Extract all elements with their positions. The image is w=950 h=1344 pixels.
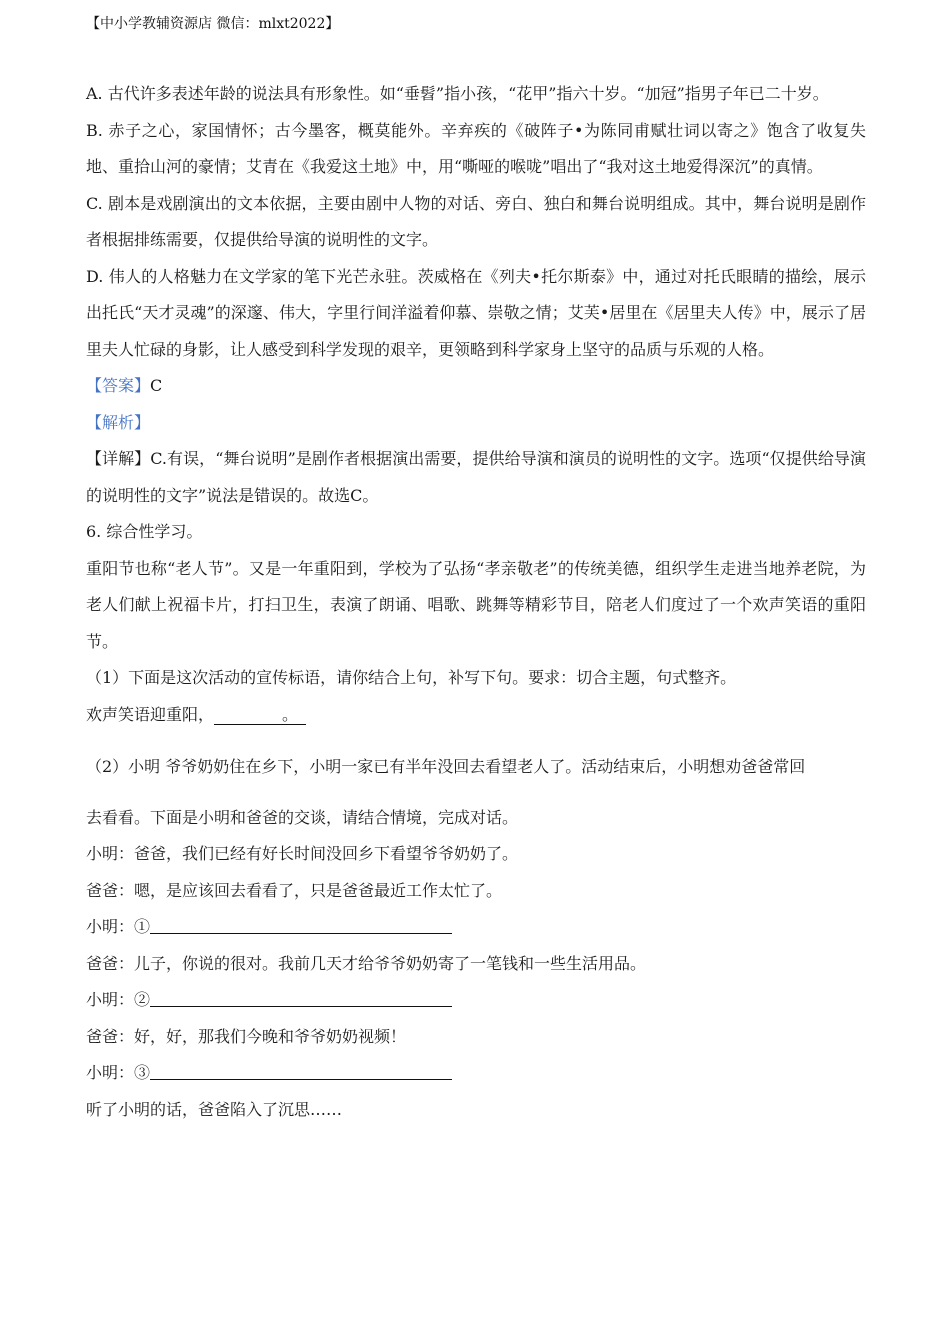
- question-6-title: 6. 综合性学习。: [86, 522, 203, 541]
- option-c: C. 剧本是戏剧演出的文本依据，主要由剧中人物的对话、旁白、独白和舞台说明组成。其中，舞台说明是剧作者根据排练需要，仅提供给导演的说明性的文字。: [86, 193, 866, 249]
- detail-paragraph: [86, 441, 866, 514]
- dialogue-line-6: 爸爸：好，好，那我们今晚和爷爷奶奶视频！: [86, 1026, 407, 1046]
- option-a: A. 古代许多表述年龄的说法具有形象性。如“垂髫”指小孩，“花甲”指六十岁。“加冠”指男子年已二十岁。: [86, 84, 829, 103]
- slogan-blank: [214, 705, 306, 725]
- dialogue-line-3: [86, 909, 866, 946]
- dialogue-line-4: 爸爸：儿子，你说的很对。我前几天才给爷爷奶奶寄了一笔钱和一些生活用品。: [86, 953, 647, 973]
- page-content: [86, 76, 866, 1128]
- dialogue-line-5: [86, 982, 866, 1019]
- dialogue-line-1: 小明：爸爸，我们已经有好长时间没回乡下看望爷爷奶奶了。: [86, 844, 519, 863]
- analysis-label: 【解析】: [86, 412, 151, 432]
- answer-blank-3: [150, 1061, 452, 1080]
- answer-blank-2: [150, 988, 452, 1007]
- question-6-sub1: （1）下面是这次活动的宣传标语，请你结合上句，补写下句。要求：切合主题，句式整齐。: [86, 668, 737, 687]
- question-6-intro: 重阳节也称“老人节”。又是一年重阳到，学校为了弘扬“孝亲敬老”的传统美德，组织学生走进当地养老院，为老人们献上祝福卡片，打扫卫生，表演了朗诵、唱歌、跳舞等精彩节目，陪老人们度过了一个欢声笑语的重阳节。: [86, 558, 866, 651]
- answer-blank-1: [150, 915, 452, 934]
- dialogue-line-3-text: 小明：①: [86, 917, 151, 936]
- option-b: B. 赤子之心，家国情怀；古今墨客，概莫能外。辛弃疾的《破阵子•为陈同甫赋壮词以寄之》饱含了收复失地、重拾山河的豪情；艾青在《我爱这土地》中，用“嘶哑的喉咙”唱出了“我对这土地爱得深沉”的真情。: [86, 120, 866, 176]
- detail-text: C.有误，“舞台说明”是剧作者根据演出需要，提供给导演和演员的说明性的文字。选项“仅提供给导演的说明性的文字”说法是错误的。故选C。: [86, 449, 866, 505]
- answer-value: C: [150, 376, 163, 395]
- slogan-prefix: 欢声笑语迎重阳，: [86, 704, 215, 724]
- option-d: D. 伟人的人格魅力在文学家的笔下光芒永驻。茨威格在《列夫•托尔斯泰》中，通过对托氏眼睛的描绘，展示出托氏“天才灵魂”的深邃、伟大，字里行间洋溢着仰慕、崇敬之情；艾芙•居里在《居里夫人传》中，展示了居里夫人忙碌的身影，让人感受到科学发现的艰辛，更领略到科学家身上坚守的品质与乐观的人格。: [86, 266, 866, 359]
- answer-label: 【答案】: [86, 376, 151, 395]
- answer-line: [86, 368, 866, 405]
- slogan-line: [86, 697, 866, 734]
- closing-line: 听了小明的话，爸爸陷入了沉思……: [86, 1099, 343, 1119]
- spacer: [86, 733, 866, 749]
- dialogue-line-2: 爸爸：嗯，是应该回去看看了，只是爸爸最近工作太忙了。: [86, 880, 503, 900]
- detail-label: 【详解】: [86, 449, 151, 468]
- dialogue-line-7: [86, 1055, 866, 1092]
- slogan-end-mark: 。: [282, 704, 299, 724]
- slogan-blank-space: [214, 704, 282, 722]
- dialogue-line-5-text: 小明：②: [86, 990, 151, 1009]
- question-6-sub2-line2: 去看看。下面是小明和爸爸的交谈，请结合情境，完成对话。: [86, 807, 519, 827]
- page-header: 【中小学教辅资源店 微信：mlxt2022】: [86, 16, 340, 32]
- dialogue-line-7-text: 小明：③: [86, 1063, 151, 1082]
- question-6-sub2-line1: （2）小明 爷爷奶奶住在乡下，小明一家已有半年没回去看望老人了。活动结束后，小明想劝爸爸常回: [86, 757, 806, 776]
